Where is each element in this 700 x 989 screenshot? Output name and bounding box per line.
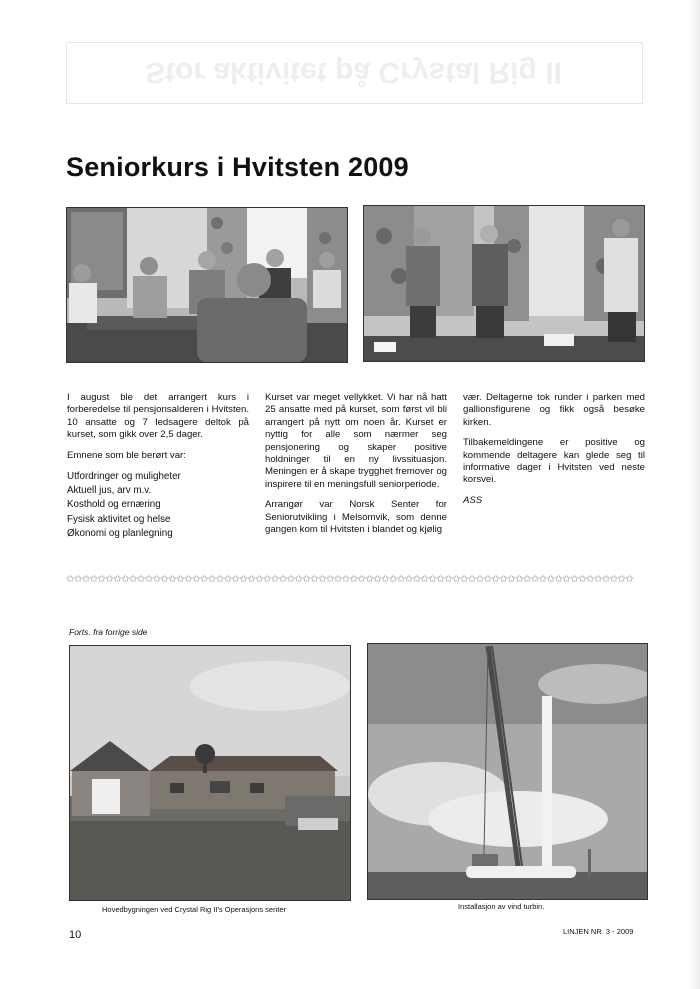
topic-item: Fysisk aktivitet og helse — [67, 513, 171, 525]
article-column-2 — [265, 392, 447, 544]
continued-note: Forts. fra forrige side — [69, 627, 148, 637]
topic-item: Kosthold og ernæring — [67, 499, 161, 511]
page-edge-shadow — [688, 0, 700, 989]
article-column-3 — [463, 392, 645, 515]
topic-item: Utfordringer og muligheter — [67, 471, 181, 483]
body-paragraph: Tilbakemeldingene er positive og kommende deltagere kan glede seg til informative dager i Hvitsten ved neste korsvei. — [463, 437, 645, 486]
body-paragraph: vær. Deltagerne tok runder i parken med gallionsfigurene og fikk også besøke kirken. — [463, 392, 645, 428]
author-signature: ASS — [463, 494, 483, 506]
photo-participants-standing — [363, 205, 645, 362]
page-number: 10 — [69, 929, 82, 941]
turbine-caption: Installasjon av vind turbin. — [458, 902, 545, 911]
body-paragraph: Kurset var meget vellykket. Vi har nå hatt 25 ansatte med på kurset, som først vil bli arrangert på nytt om noen år. Kurset er nyttig for alle som nærmer seg pensjonering og skaper positive holdninger til en ny livssituasjon. Meningen er å skape trygghet fremover og inspirere til en meningsfull seniorperiode. — [265, 392, 447, 490]
topics-list — [67, 470, 249, 541]
photo-course-participants — [66, 207, 348, 363]
intro-paragraph: I august ble det arrangert kurs i forberedelse til pensjonsalderen i Hvitsten. 10 ansatte og 7 ledsagere deltok på kurset, som gikk over 2,5 dager. — [67, 392, 249, 441]
article-column-1 — [67, 392, 249, 541]
bleed-through-title: Stor aktivitet på Crystal Rig II — [145, 56, 562, 89]
body-paragraph: Arrangør var Norsk Senter for Seniorutvikling i Melsomvik, som denne gangen kom til Hvitsten i blandet og kjølig — [265, 499, 447, 536]
star-divider: ✩✩✩✩✩✩✩✩✩✩✩✩✩✩✩✩✩✩✩✩✩✩✩✩✩✩✩✩✩✩✩✩✩✩✩✩✩✩✩✩✩✩✩✩✩✩✩✩✩✩✩✩✩✩✩✩✩✩✩✩✩✩✩✩✩✩✩✩✩✩✩✩ — [66, 574, 634, 585]
photo-main-building — [69, 645, 351, 901]
publication-footer: LINJEN NR. 3 - 2009 — [563, 927, 634, 936]
topic-item: Økonomi og planlegning — [67, 527, 173, 539]
building-caption: Hovedbygningen ved Crystal Rig II's Operasjons senter — [102, 905, 287, 914]
article-heading: Seniorkurs i Hvitsten 2009 — [66, 152, 409, 182]
photo-wind-turbine-installation — [367, 643, 648, 900]
topic-item: Aktuell jus, arv m.v. — [67, 485, 152, 497]
topics-intro: Emnene som ble berørt var: — [67, 449, 186, 461]
